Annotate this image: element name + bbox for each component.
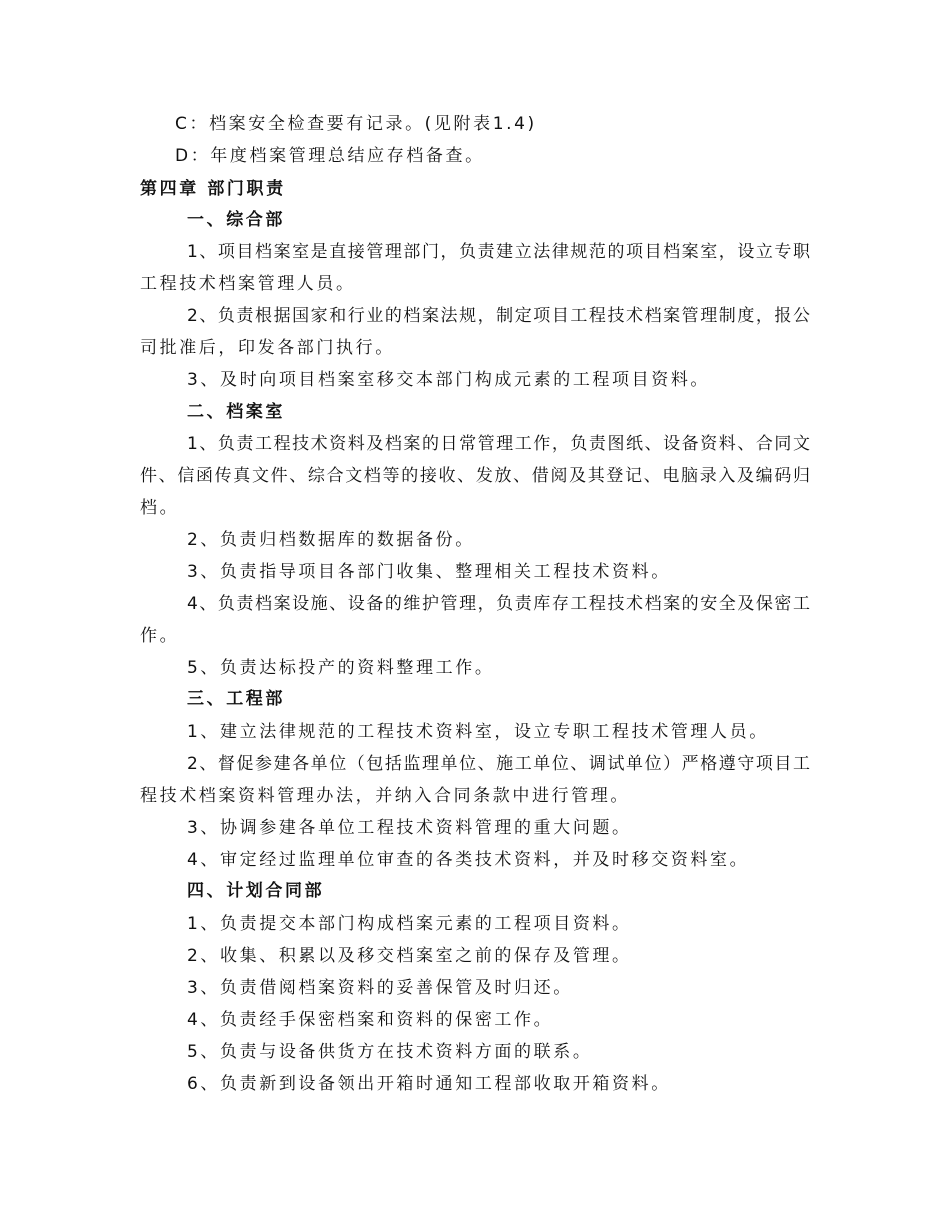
paragraph-line: 2、收集、积累以及移交档案室之前的保存及管理。: [187, 946, 632, 966]
section-heading: 四、计划合同部: [187, 881, 325, 901]
paragraph-line: 1、建立法律规范的工程技术资料室，设立专职工程技术管理人员。: [187, 722, 769, 742]
paragraph-line: 3、负责借阅档案资料的妥善保管及时归还。: [187, 978, 573, 998]
paragraph-line: 4、负责档案设施、设备的维护管理，负责库存工程技术档案的安全及保密工: [187, 594, 810, 614]
paragraph-line: 3、及时向项目档案室移交本部门构成元素的工程项目资料。: [187, 370, 711, 390]
paragraph-line: 作。: [140, 626, 180, 646]
section-heading: 三、工程部: [187, 689, 285, 709]
paragraph-line: 4、负责经手保密档案和资料的保密工作。: [187, 1010, 554, 1030]
paragraph-line: 4、审定经过监理单位审查的各类技术资料，并及时移交资料室。: [187, 850, 750, 870]
paragraph-line: 2、督促参建各单位（包括监理单位、施工单位、调试单位）严格遵守项目工: [187, 754, 810, 774]
paragraph-line: 程技术档案资料管理办法，并纳入合同条款中进行管理。: [140, 786, 630, 806]
paragraph-line: 2、负责归档数据库的数据备份。: [187, 530, 475, 550]
paragraph-line: 1、负责提交本部门构成档案元素的工程项目资料。: [187, 914, 632, 934]
chapter-heading: 第四章 部门职责: [140, 179, 286, 199]
paragraph-line: D：年度档案管理总结应存档备查。: [175, 146, 485, 166]
paragraph-line: 档。: [140, 498, 180, 518]
paragraph-line: 5、负责与设备供货方在技术资料方面的联系。: [187, 1042, 593, 1062]
paragraph-line: 工程技术档案管理人员。: [140, 274, 356, 294]
section-heading: 二、档案室: [187, 402, 285, 422]
paragraph-line: 3、负责指导项目各部门收集、整理相关工程技术资料。: [187, 562, 671, 582]
paragraph-line: C：档案安全检查要有记录。(见附表1.4): [175, 114, 537, 134]
paragraph-line: 2、负责根据国家和行业的档案法规，制定项目工程技术档案管理制度，报公: [187, 306, 810, 326]
paragraph-line: 5、负责达标投产的资料整理工作。: [187, 658, 495, 678]
paragraph-line: 件、信函传真文件、综合文档等的接收、发放、借阅及其登记、电脑录入及编码归: [140, 466, 810, 486]
section-heading: 一、综合部: [187, 210, 285, 230]
paragraph-line: 1、项目档案室是直接管理部门，负责建立法律规范的项目档案室，设立专职: [187, 242, 810, 262]
paragraph-line: 1、负责工程技术资料及档案的日常管理工作，负责图纸、设备资料、合同文: [187, 434, 810, 454]
paragraph-line: 6、负责新到设备领出开箱时通知工程部收取开箱资料。: [187, 1074, 671, 1094]
paragraph-line: 司批准后，印发各部门执行。: [140, 338, 395, 358]
paragraph-line: 3、协调参建各单位工程技术资料管理的重大问题。: [187, 818, 632, 838]
